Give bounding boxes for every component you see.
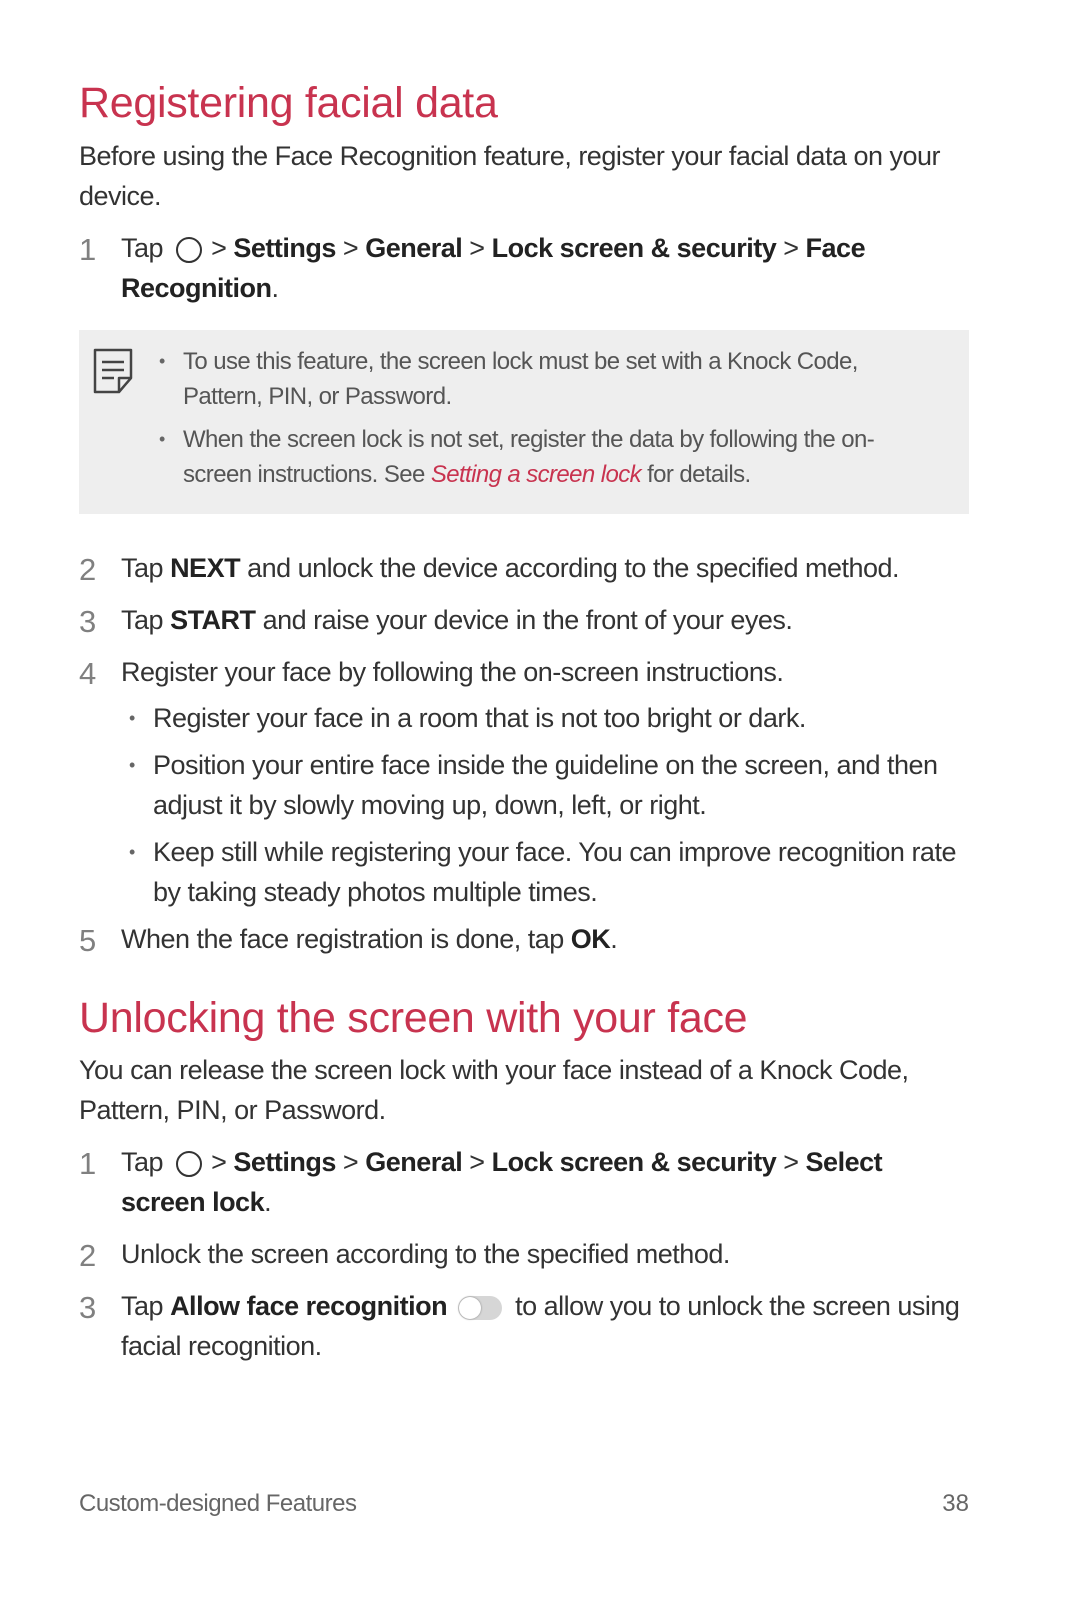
step-2 xyxy=(79,1234,969,1274)
home-circle-icon xyxy=(176,237,202,263)
period: . xyxy=(271,272,279,303)
separator: > xyxy=(783,1147,799,1178)
step-number: 3 xyxy=(79,1290,96,1326)
note-icon xyxy=(93,348,133,394)
page-number: 38 xyxy=(942,1490,969,1517)
step-5 xyxy=(79,919,969,959)
menu-lock-screen: Lock screen & security xyxy=(491,232,777,263)
separator: > xyxy=(469,1147,485,1178)
allow-face-recognition-label: Allow face recognition xyxy=(170,1291,448,1322)
menu-select-screen-lock: Select screen lock xyxy=(121,1147,883,1218)
period: . xyxy=(610,923,618,954)
section-title: Unlocking the screen with your face xyxy=(79,993,748,1042)
bullet-item: • Position your entire face inside the guideline on the screen, and then adjust it by slowly moving up, down, left, or right. xyxy=(153,745,969,825)
toggle-switch-icon xyxy=(458,1296,502,1320)
step-number: 1 xyxy=(79,231,96,267)
step-4-bullets xyxy=(121,698,969,912)
note-text: for details. xyxy=(647,460,751,488)
note-item xyxy=(183,422,939,492)
page-content xyxy=(79,78,969,1366)
note-text: When the screen lock is not set, register the data by following the on-screen instructions. See xyxy=(183,425,875,488)
separator: > xyxy=(211,232,227,263)
step-3 xyxy=(79,600,969,640)
section-title: Registering facial data xyxy=(79,79,498,127)
step-text: and unlock the device according to the specified method. xyxy=(247,552,900,583)
step-number: 3 xyxy=(79,603,96,639)
step-1 xyxy=(79,1142,969,1222)
footer-section-name: Custom-designed Features xyxy=(79,1490,357,1517)
note-list xyxy=(93,344,939,492)
step-number: 2 xyxy=(79,551,96,587)
note-item: • To use this feature, the screen lock must be set with a Knock Code, Pattern, PIN, or Password. xyxy=(183,344,939,414)
step-number: 4 xyxy=(79,655,96,691)
menu-settings: Settings xyxy=(233,232,336,263)
step-text: Tap xyxy=(121,232,164,263)
step-text: Tap xyxy=(121,1147,164,1178)
section-intro: Before using the Face Recognition feature, register your facial data on your device. xyxy=(79,140,941,211)
home-circle-icon xyxy=(176,1151,202,1177)
step-number: 5 xyxy=(79,922,96,958)
step-2 xyxy=(79,548,969,588)
separator: > xyxy=(783,232,799,263)
menu-general: General xyxy=(365,1147,463,1178)
ok-label: OK xyxy=(570,923,611,954)
separator: > xyxy=(469,232,485,263)
section-intro: You can release the screen lock with your face instead of a Knock Code, Pattern, PIN, or Password. xyxy=(79,1055,909,1126)
separator: > xyxy=(211,1147,227,1178)
menu-settings: Settings xyxy=(233,1147,336,1178)
bullet-item: • Register your face in a room that is not too bright or dark. xyxy=(153,698,969,738)
step-text: and raise your device in the front of your eyes. xyxy=(262,604,793,635)
step-text: When the face registration is done, tap xyxy=(121,923,564,954)
note-box xyxy=(79,330,969,514)
step-3 xyxy=(79,1286,969,1366)
step-number: 1 xyxy=(79,1146,96,1182)
step-text: Unlock the screen according to the specified method. xyxy=(121,1239,730,1270)
step-4 xyxy=(79,652,969,912)
step-text: to allow you to unlock the screen using facial recognition. xyxy=(121,1291,960,1362)
separator: > xyxy=(342,1147,359,1178)
step-text: Tap xyxy=(121,604,164,635)
next-label: NEXT xyxy=(170,552,241,583)
step-text: Register your face by following the on-screen instructions. xyxy=(121,656,784,687)
setting-screen-lock-link[interactable]: Setting a screen lock xyxy=(430,460,641,488)
start-label: START xyxy=(170,604,256,635)
period: . xyxy=(264,1187,272,1218)
step-1 xyxy=(79,228,969,308)
step-text: Tap xyxy=(121,1291,164,1322)
step-text: Tap xyxy=(121,552,164,583)
step-number: 2 xyxy=(79,1238,96,1274)
menu-lock-screen: Lock screen & security xyxy=(491,1147,777,1178)
bullet-item: • Keep still while registering your face. You can improve recognition rate by taking steady photos multiple times. xyxy=(153,832,969,912)
menu-general: General xyxy=(365,232,463,263)
separator: > xyxy=(342,232,359,263)
menu-face-recognition: Face Recognition xyxy=(121,232,866,303)
